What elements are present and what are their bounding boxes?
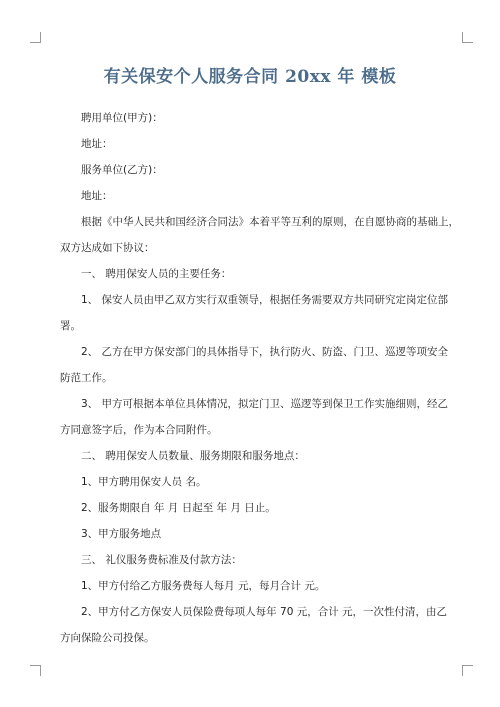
clause-1-3-line-2: 方同意签字后，作为本合同附件。 bbox=[60, 424, 218, 436]
party-b-address-label: 地址： bbox=[81, 190, 113, 202]
section-1-heading: 一、 聘用保安人员的主要任务： bbox=[81, 268, 232, 280]
clause-3-1: 1、甲方付给乙方服务费每人每月 元，每月合计 元。 bbox=[81, 580, 326, 592]
document-title: 有关保安个人服务合同 20xx 年 模板 bbox=[103, 67, 397, 87]
preamble-line-1: 根据《中华人民共和国经济合同法》本着平等互利的原则，在自愿协商的基础上， bbox=[81, 216, 459, 228]
party-a-label: 聘用单位(甲方)： bbox=[81, 112, 163, 124]
clause-3-2-line-1: 2、甲方付乙方保安人员保险费每项人每年 70 元，合计 元，一次性付清，由乙 bbox=[81, 606, 448, 618]
crop-mark-bottom-left bbox=[30, 665, 41, 676]
clause-1-2-line-1: 2、 乙方在甲方保安部门的具体指导下，执行防火、防盗、门卫、巡逻等项安全 bbox=[81, 346, 449, 358]
crop-mark-bottom-right bbox=[462, 665, 473, 676]
clause-1-3-line-1: 3、 甲方可根据本单位具体情况，拟定门卫、巡逻等到保卫工作实施细则，经乙 bbox=[81, 398, 449, 410]
clause-1-2-line-2: 防范工作。 bbox=[60, 372, 113, 384]
clause-2-3: 3、甲方服务地点 bbox=[81, 528, 162, 540]
crop-mark-top-left bbox=[30, 32, 41, 43]
clause-1-1-line-2: 署。 bbox=[60, 320, 81, 332]
crop-mark-top-right bbox=[462, 32, 473, 43]
clause-2-2: 2、服务期限自 年 月 日起至 年 月 日止。 bbox=[81, 502, 276, 514]
party-a-address-label: 地址： bbox=[81, 138, 113, 150]
clause-3-2-line-2: 方向保险公司投保。 bbox=[60, 632, 155, 644]
clause-1-1-line-1: 1、 保安人员由甲乙双方实行双重领导，根据任务需要双方共同研究定岗定位部 bbox=[81, 294, 449, 306]
party-b-label: 服务单位(乙方)： bbox=[81, 164, 163, 176]
preamble-line-2: 双方达成如下协议： bbox=[60, 242, 155, 254]
document-body bbox=[60, 112, 459, 658]
section-3-heading: 三、 礼仪服务费标准及付款方法： bbox=[81, 554, 242, 566]
section-2-heading: 二、 聘用保安人员数量、服务期限和服务地点： bbox=[81, 450, 305, 462]
clause-2-1: 1、甲方聘用保安人员 名。 bbox=[81, 476, 207, 488]
